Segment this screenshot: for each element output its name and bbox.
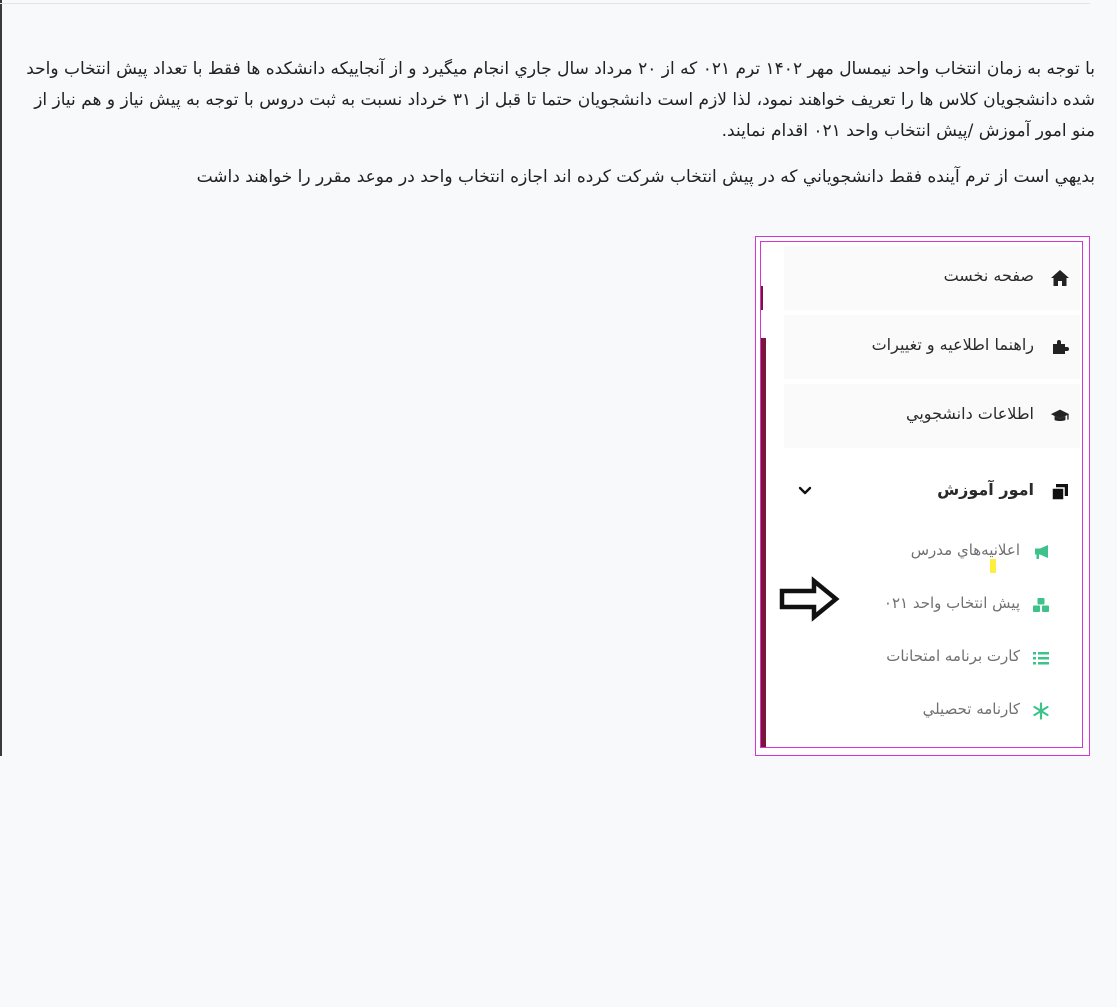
announcement-paragraph-2: بدیهي است از ترم آینده فقط دانشجویاني که در پیش انتخاب شرکت کرده اند اجازه انتخاب واحد در موعد مقرر را خواهند داشت bbox=[196, 167, 1095, 187]
sidebar-item-label: راهنما اطلاعیه و تغییرات bbox=[871, 335, 1034, 354]
sidebar-item-home[interactable] bbox=[784, 246, 1080, 310]
submenu-item-teacher-notices[interactable] bbox=[784, 527, 1080, 577]
sidebar-frame bbox=[755, 236, 1090, 756]
sidebar-accent-tick bbox=[761, 286, 763, 310]
submenu-item-exam-card[interactable] bbox=[784, 633, 1080, 683]
snowflake-icon bbox=[1032, 702, 1050, 720]
puzzle-icon bbox=[1050, 337, 1070, 357]
clone-icon bbox=[1050, 482, 1070, 502]
submenu-item-label: کارت برنامه امتحانات bbox=[886, 647, 1020, 665]
submenu-item-label: کارنامه تحصيلي bbox=[922, 700, 1020, 718]
cubes-icon bbox=[1032, 596, 1050, 614]
submenu-item-label: پيش انتخاب واحد ۰۲۱ bbox=[883, 594, 1020, 612]
sidebar-item-label: صفحه نخست bbox=[943, 266, 1034, 285]
top-divider bbox=[0, 3, 1090, 4]
megaphone-icon bbox=[1032, 543, 1050, 561]
list-icon bbox=[1032, 649, 1050, 667]
arrow-right-icon bbox=[778, 576, 840, 622]
graduation-cap-icon bbox=[1050, 406, 1070, 426]
announcement-paragraph-1: با توجه به زمان انتخاب واحد نیمسال مهر ۱۴۰۲ ترم ۰۲۱ که از ۲۰ مرداد سال جاري انجام میگیرد و از آنجاییکه دانشکده ها فقط با تعداد پیش انتخاب واحد شده دانشجویان کلاس ها را تعریف خواهند نمود، لذا لازم است دانشجویان حتما تا قبل از ۳۱ خرداد نسبت به ثبت دروس با توجه به پیش نیاز و هم نیاز از منو امور آموزش /پیش انتخاب واحد ۰۲۱ اقدام نمایند. bbox=[26, 59, 1095, 141]
sidebar-menu bbox=[760, 241, 1083, 748]
home-icon bbox=[1050, 268, 1070, 288]
sidebar-accent-bar bbox=[761, 338, 766, 748]
chevron-down-icon[interactable] bbox=[796, 482, 814, 500]
sidebar-item-label: اطلاعات دانشجويي bbox=[906, 404, 1034, 423]
sidebar-item-student-info[interactable] bbox=[784, 384, 1080, 448]
submenu-item-transcript[interactable] bbox=[784, 686, 1080, 736]
sidebar-item-education[interactable] bbox=[784, 460, 1080, 524]
sidebar-item-guide[interactable] bbox=[784, 315, 1080, 379]
left-border bbox=[0, 0, 2, 756]
sidebar-item-label: امور آموزش bbox=[937, 480, 1034, 499]
submenu-item-label: اعلانيه‌هاي مدرس bbox=[910, 541, 1020, 559]
